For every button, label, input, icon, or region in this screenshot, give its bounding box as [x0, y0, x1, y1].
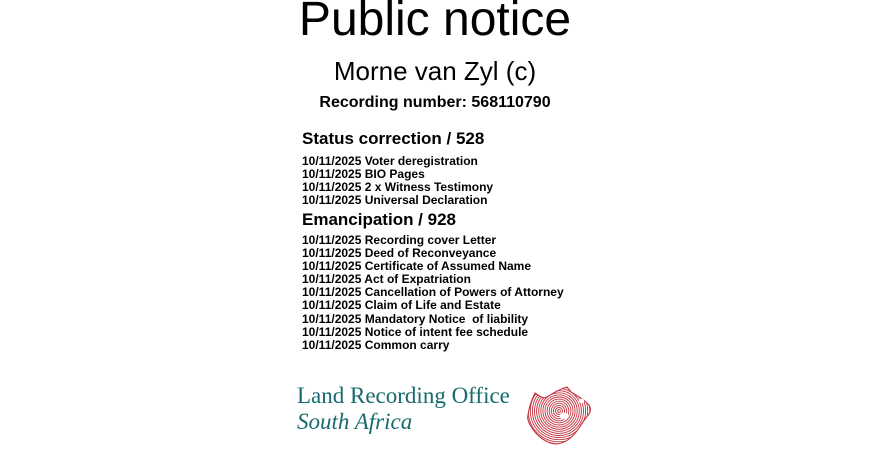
list-item: 10/11/2025 Voter deregistration — [302, 154, 478, 168]
list-item: 10/11/2025 Certificate of Assumed Name — [302, 259, 532, 274]
list-item: 10/11/2025 Act of Expatriation — [302, 272, 471, 287]
south-africa-fingerprint-map-icon — [526, 386, 593, 449]
status-correction-item-list — [302, 155, 493, 207]
eswatini-notch — [579, 399, 584, 403]
list-item: 10/11/2025 Recording cover Letter — [302, 233, 497, 247]
list-item: 10/11/2025 2 x Witness Testimony — [302, 180, 494, 195]
list-item: 10/11/2025 Deed of Reconveyance — [302, 246, 497, 261]
list-item: 10/11/2025 Common carry — [302, 337, 450, 352]
section-heading-status-correction: Status correction / 528 — [302, 129, 485, 148]
lesotho-hole — [560, 413, 569, 420]
list-item: 10/11/2025 Notice of intent fee schedule — [302, 324, 529, 339]
page-title: Public notice — [298, 0, 572, 46]
org-name: Land Recording Office — [297, 383, 510, 408]
section-heading-emancipation: Emancipation / 928 — [302, 210, 456, 229]
recording-number: Recording number: 568110790 — [319, 94, 551, 111]
list-item: 10/11/2025 Universal Declaration — [302, 193, 488, 208]
list-item: 10/11/2025 Mandatory Notice of liability — [302, 311, 529, 326]
list-item: 10/11/2025 Claim of Life and Estate — [302, 298, 501, 313]
list-item: 10/11/2025 Cancellation of Powers of Attorney — [302, 285, 564, 300]
org-region: South Africa — [297, 409, 413, 434]
list-item: 10/11/2025 BIO Pages — [302, 167, 425, 182]
emancipation-item-list — [302, 234, 564, 352]
org-logo-text — [297, 383, 510, 435]
subject-name: Morne van Zyl (c) — [333, 56, 537, 86]
